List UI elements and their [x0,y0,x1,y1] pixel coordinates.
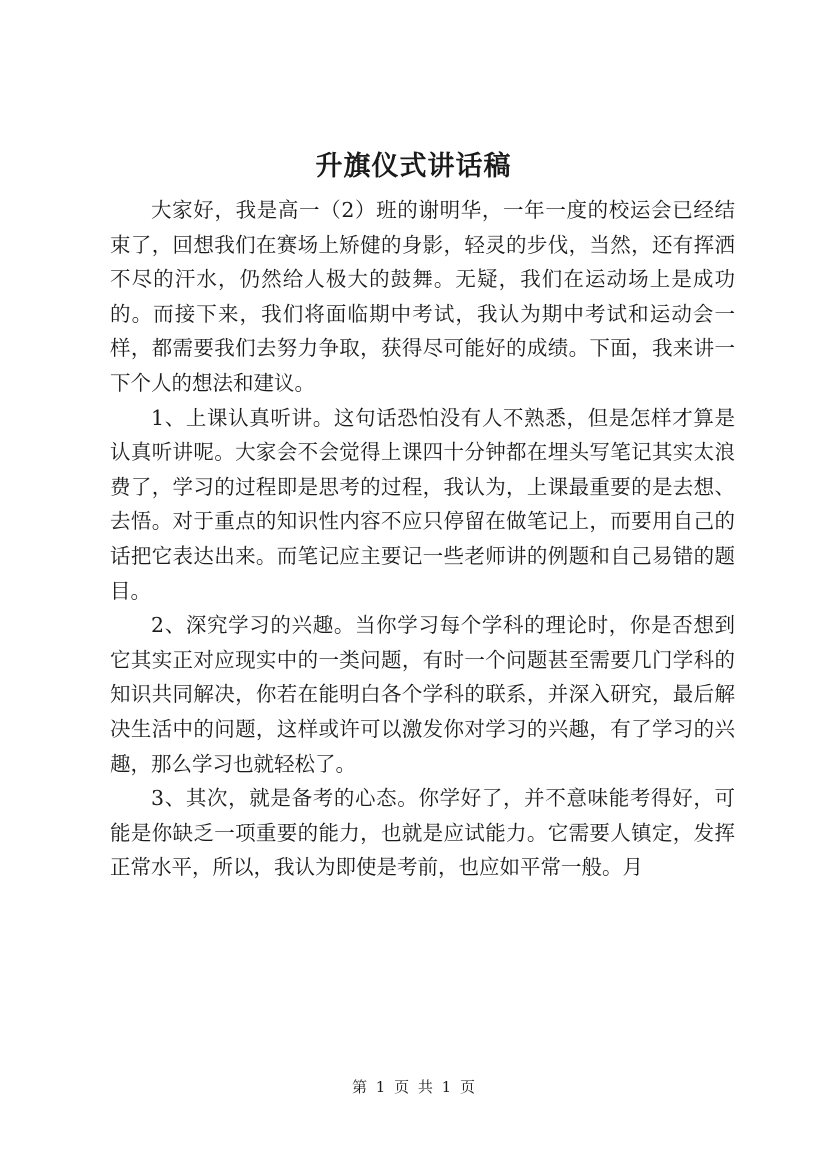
paragraph-intro: 大家好，我是高一（2）班的谢明华，一年一度的校运会已经结束了，回想我们在赛场上矫健的身影，轻灵的步伐，当然，还有挥洒不尽的汗水，仍然给人极大的鼓舞。无疑，我们在运动场上是成功的。而接下来，我们将面临期中考试，我认为期中考试和运动会一样，都需要我们去努力争取，获得尽可能好的成绩。下面，我来讲一下个人的想法和建议。 [110,198,735,395]
paragraph-point-3: 3、其次，就是备考的心态。你学好了，并不意味能考得好，可能是你缺乏一项重要的能力，也就是应试能力。它需要人镇定，发挥正常水平，所以，我认为即使是考前，也应如平常一般。月 [110,786,735,880]
paragraph-point-1: 1、上课认真听讲。这句话恐怕没有人不熟悉，但是怎样才算是认真听讲呢。大家会不会觉得上课四十分钟都在埋头写笔记其实太浪费了，学习的过程即是思考的过程，我认为，上课最重要的是去想、去悟。对于重点的知识性内容不应只停留在做笔记上，而要用自己的话把它表达出来。而笔记应主要记一些老师讲的例题和自己易错的题目。 [110,405,735,603]
document-body [110,193,735,885]
page-footer: 第 1 页 共 1 页 [352,1078,475,1096]
paragraph-point-2: 2、深究学习的兴趣。当你学习每个学科的理论时，你是否想到它其实正对应现实中的一类问题，有时一个问题甚至需要几门学科的知识共同解决，你若在能明白各个学科的联系，并深入研究，最后解决生活中的问题，这样或许可以激发你对学习的兴趣，有了学习的兴趣，那么学习也就轻松了。 [110,613,735,776]
document-title: 升旗仪式讲话稿 [315,151,512,182]
